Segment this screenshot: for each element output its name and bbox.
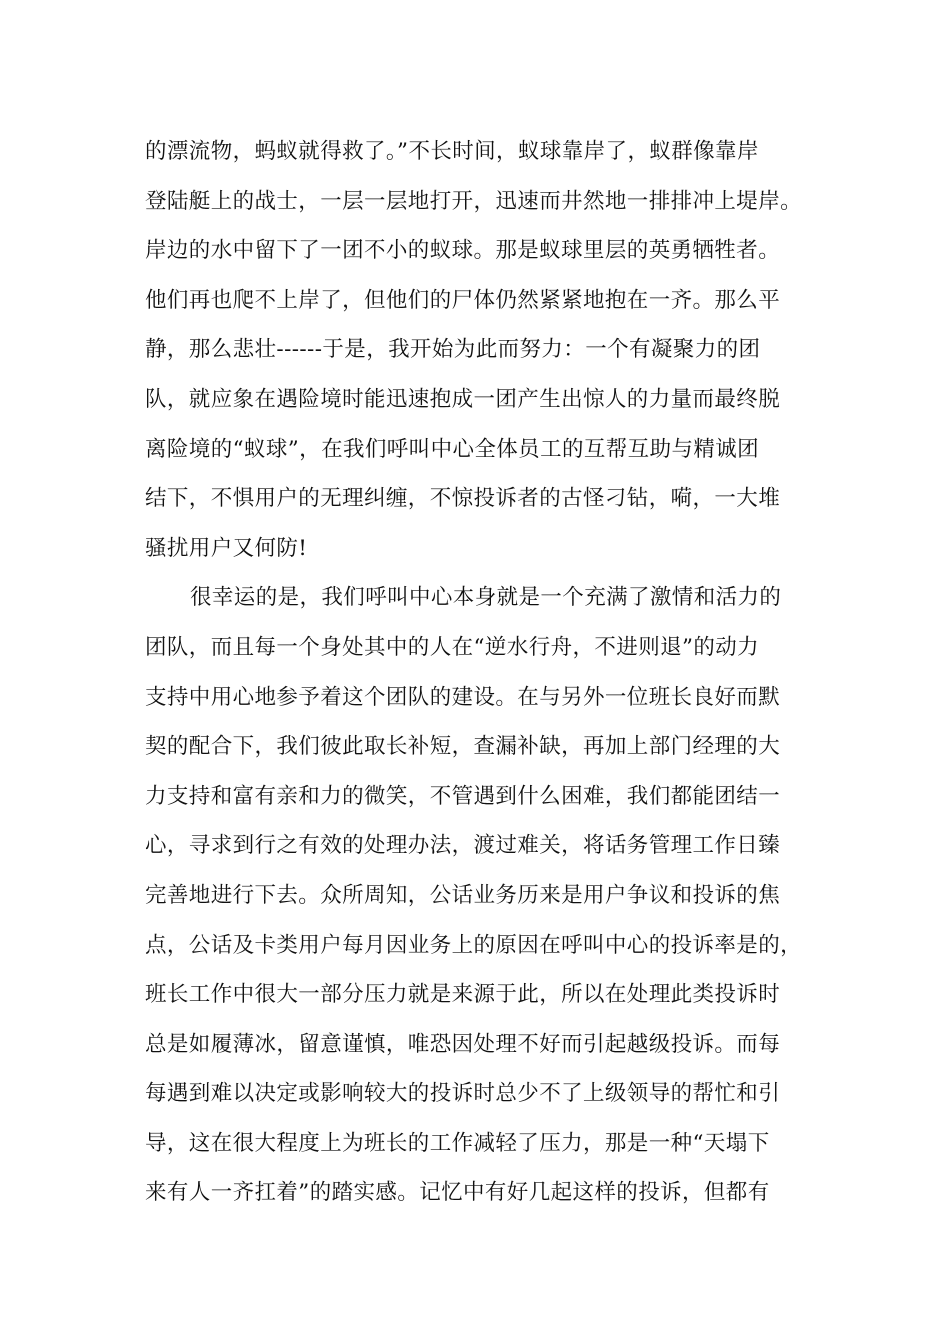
- text-line: 静，那么悲壮------于是，我开始为此而努力：一个有凝聚力的团: [145, 337, 761, 363]
- text-line: 他们再也爬不上岸了，但他们的尸体仍然紧紧地抱在一齐。那么平: [145, 287, 781, 313]
- text-line: 班长工作中很大一部分压力就是来源于此，所以在处理此类投诉时: [145, 982, 781, 1008]
- text-line: 结下，不惧用户的无理纠缠，不惊投诉者的古怪刁钻，嗬，一大堆: [145, 486, 781, 512]
- text-line: 骚扰用户又何防!: [145, 535, 308, 561]
- text-line: 登陆艇上的战士，一层一层地打开，迅速而井然地一排排冲上堤岸。: [145, 188, 803, 214]
- text-line: 来有人一齐扛着”的踏实感。记忆中有好几起这样的投诉，但都有: [145, 1180, 770, 1206]
- text-line: 团队，而且每一个身处其中的人在“逆水行舟，不进则退”的动力: [145, 634, 760, 660]
- text-line: 总是如履薄冰，留意谨慎，唯恐因处理不好而引起越级投诉。而每: [145, 1031, 781, 1057]
- body-text: [145, 127, 845, 1218]
- text-line: 支持中用心地参予着这个团队的建设。在与另外一位班长良好而默: [145, 684, 781, 710]
- text-line: 力支持和富有亲和力的微笑，不管遇到什么困难，我们都能团结一: [145, 783, 781, 809]
- text-line: 契的配合下，我们彼此取长补短，查漏补缺，再加上部门经理的大: [145, 734, 781, 760]
- text-line: 队，就应象在遇险境时能迅速抱成一团产生出惊人的力量而最终脱: [145, 386, 781, 412]
- text-line: 心，寻求到行之有效的处理办法，渡过难关，将话务管理工作日臻: [145, 833, 781, 859]
- text-line: 离险境的“蚁球”，在我们呼叫中心全体员工的互帮互助与精诚团: [145, 436, 760, 462]
- text-line: 岸边的水中留下了一团不小的蚁球。那是蚁球里层的英勇牺牲者。: [145, 238, 781, 264]
- text-line: 的漂流物，蚂蚁就得救了。”不长时间，蚁球靠岸了，蚁群像靠岸: [145, 139, 759, 164]
- text-line: 每遇到难以决定或影响较大的投诉时总少不了上级领导的帮忙和引: [145, 1081, 781, 1107]
- text-line: 点，公话及卡类用户每月因业务上的原因在呼叫中心的投诉率是的，: [145, 932, 803, 958]
- text-line: 导，这在很大程度上为班长的工作减轻了压力，那是一种“天塌下: [145, 1130, 770, 1156]
- paragraph-first-line: 很幸运的是，我们呼叫中心本身就是一个充满了激情和活力的: [190, 585, 782, 611]
- text-line: 完善地进行下去。众所周知，公话业务历来是用户争议和投诉的焦: [145, 882, 781, 908]
